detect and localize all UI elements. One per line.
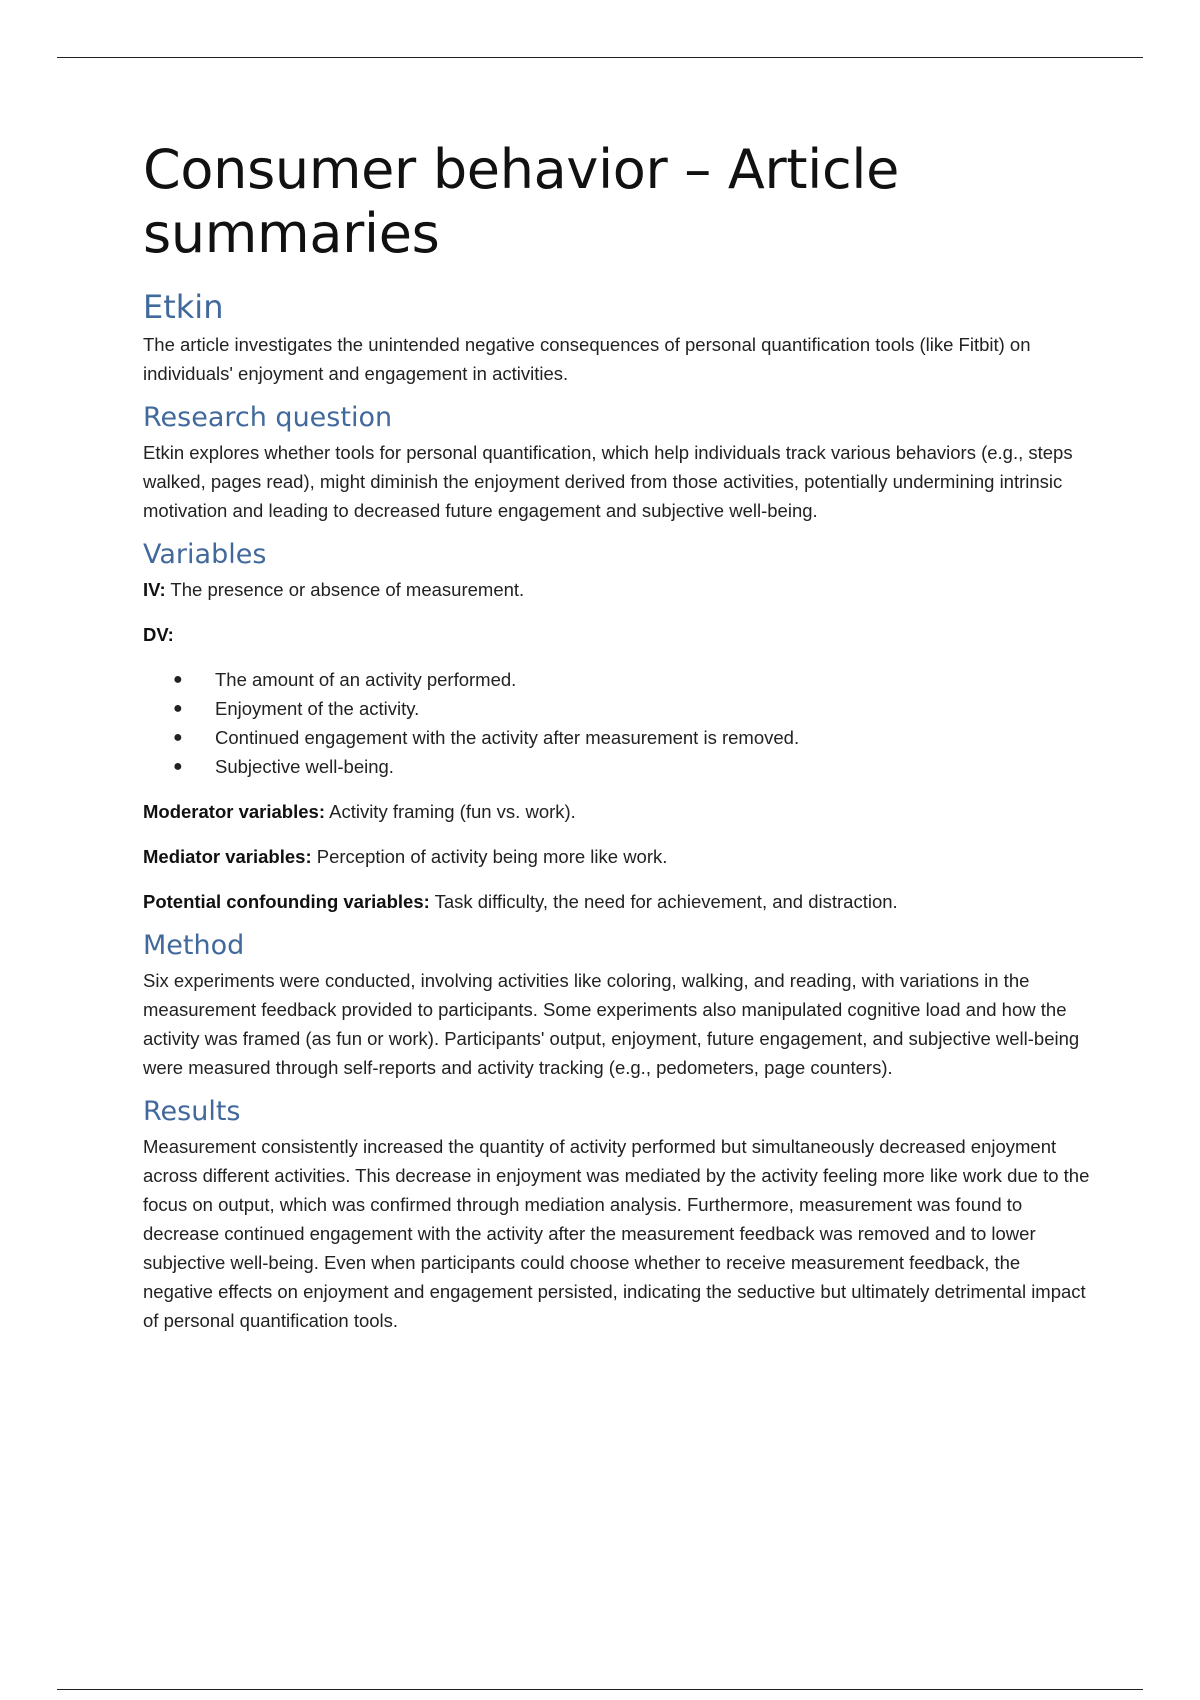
section-heading-results: Results [143, 1096, 241, 1127]
dv-line [143, 620, 1093, 649]
method-text: Six experiments were conducted, involving activities like coloring, walking, and reading, with variations in the measurement feedback provided to participants. Some experiments also manipulated cognitive load and how the activity was framed (as fun or work). Participants' output, enjoyment, future engagement, and subjective well-being were measured through self-reports and activity tracking (e.g., pedometers, page counters). [143, 970, 1080, 1078]
list-item [173, 694, 1093, 723]
moderator-text: Activity framing (fun vs. work). [324, 801, 576, 822]
iv-label: IV: [143, 579, 166, 600]
list-item [173, 723, 1093, 752]
dv-list [143, 665, 1093, 781]
bullet-icon: ● [173, 729, 183, 746]
iv-text: The presence or absence of measurement. [165, 579, 525, 600]
mediator-label: Mediator variables: [143, 846, 312, 867]
moderator-line [143, 797, 1093, 826]
section-heading-variables: Variables [143, 539, 267, 570]
dv-item-text: Continued engagement with the activity after measurement is removed. [215, 727, 800, 748]
bottom-rule [57, 1689, 1143, 1690]
etkin-summary: The article investigates the unintended negative consequences of personal quantification tools (like Fitbit) on individuals' enjoyment and engagement in activities. [143, 334, 1031, 384]
iv-line [143, 575, 1093, 604]
moderator-label: Moderator variables: [143, 801, 325, 822]
dv-item-text: The amount of an activity performed. [215, 669, 517, 690]
research-question-text: Etkin explores whether tools for personal quantification, which help individuals track various behaviors (e.g., steps walked, pages read), might diminish the enjoyment derived from those activities, potentially undermining intrinsic motivation and leading to decreased future engagement and subjective well-being. [143, 442, 1073, 521]
confounding-label: Potential confounding variables: [143, 891, 430, 912]
dv-item-text: Subjective well-being. [215, 756, 394, 777]
document-title: Consumer behavior – Article summaries [143, 138, 899, 265]
mediator-text: Perception of activity being more like work. [311, 846, 668, 867]
top-rule [57, 57, 1143, 58]
section-heading-etkin: Etkin [143, 288, 224, 326]
bullet-icon: ● [173, 758, 183, 775]
mediator-line [143, 842, 1093, 871]
dv-item-text: Enjoyment of the activity. [215, 698, 420, 719]
section-heading-research-question: Research question [143, 402, 393, 433]
confounding-text: Task difficulty, the need for achievement, and distraction. [429, 891, 898, 912]
section-heading-method: Method [143, 930, 245, 961]
dv-label: DV: [143, 624, 174, 645]
bullet-icon: ● [173, 671, 183, 688]
document-body [143, 138, 1093, 1349]
bullet-icon: ● [173, 700, 183, 717]
confounding-line [143, 887, 1093, 916]
results-text: Measurement consistently increased the quantity of activity performed but simultaneously decreased enjoyment across different activities. This decrease in enjoyment was mediated by the activity feeling more like work due to the focus on output, which was confirmed through mediation analysis. Furthermore, measurement was found to decrease continued engagement with the activity after the measurement feedback was removed and to lower subjective well-being. Even when participants could choose whether to receive measurement feedback, the negative effects on enjoyment and engagement persisted, indicating the seductive but ultimately detrimental impact of personal quantification tools. [143, 1136, 1090, 1331]
list-item [173, 665, 1093, 694]
list-item [173, 752, 1093, 781]
